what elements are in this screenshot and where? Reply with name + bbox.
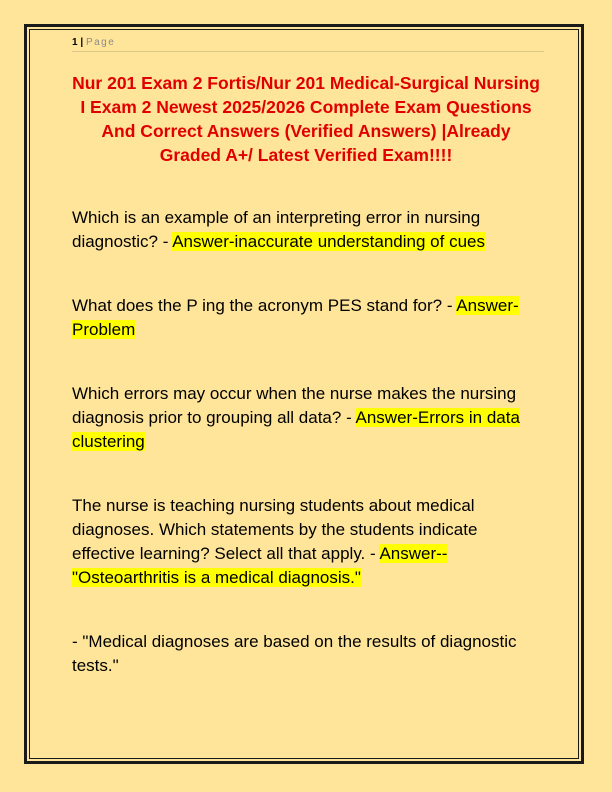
question-text: Which errors may occur when the nurse makes the nursing diagnosis prior to grouping all data? - (72, 384, 517, 427)
question-text: Which is an example of an interpreting error in nursing diagnostic? - (72, 208, 481, 251)
page-separator: | (80, 37, 84, 48)
qa-item (72, 494, 542, 590)
answer-text: Answer-Problem (72, 296, 519, 339)
question-text: What does the P ing the acronym PES stand for? - (72, 296, 457, 315)
answer-text: Answer-Errors in data clustering (72, 408, 520, 451)
document-title: Nur 201 Exam 2 Fortis/Nur 201 Medical-Surgical Nursing I Exam 2 Newest 2025/2026 Complete Exam Questions And Correct Answers (Verified Answers) |Already Graded A+/ Latest Verified Exam!!!! (72, 73, 540, 165)
qa-item (72, 630, 542, 678)
answer-text: Answer--"Osteoarthritis is a medical diagnosis." (72, 544, 448, 587)
qa-item (72, 206, 542, 254)
question-text: The nurse is teaching nursing students about medical diagnoses. Which statements by the students indicate effective learning? Select all that apply. - (72, 496, 478, 563)
qa-item (72, 294, 542, 342)
page-header (72, 37, 544, 52)
page-number: 1 (72, 37, 78, 48)
page-label: Page (85, 37, 116, 48)
answer-text: Answer-inaccurate understanding of cues (172, 232, 485, 251)
question-text: - "Medical diagnoses are based on the results of diagnostic tests." (72, 632, 517, 675)
qa-item (72, 382, 542, 454)
